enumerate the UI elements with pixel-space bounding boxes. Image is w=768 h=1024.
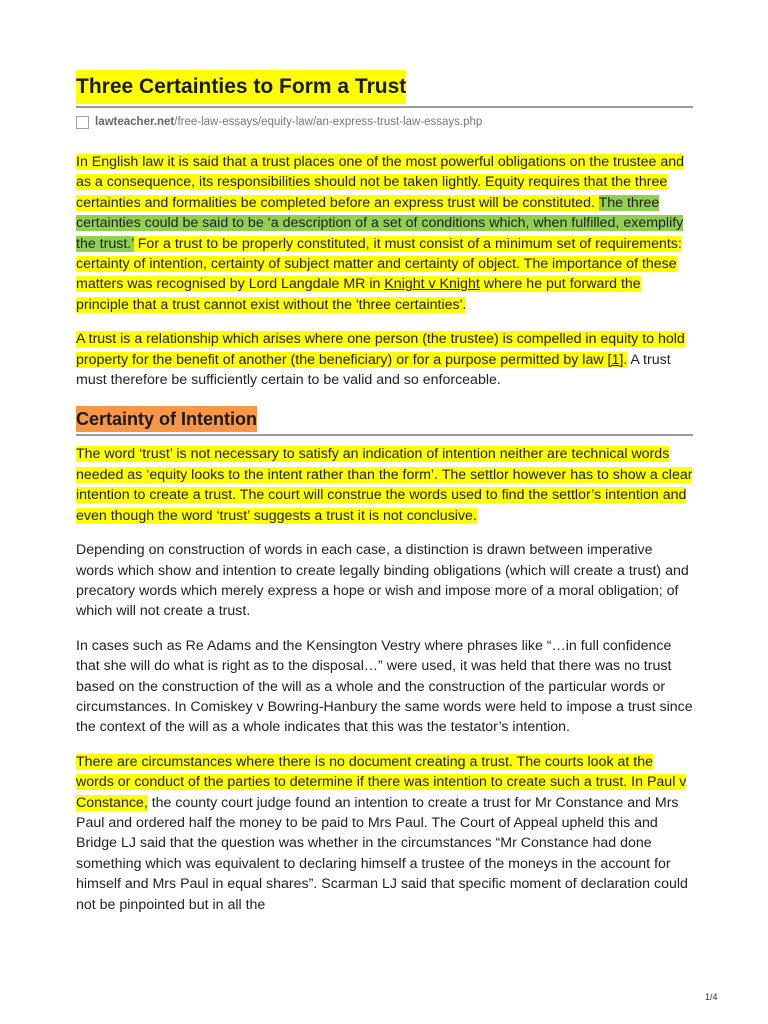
checkbox-icon <box>76 116 89 129</box>
paragraph-6: There are circumstances where there is no document creating a trust. The courts look at the words or conduct of the parties to determine if there was intention to create such a trust. In Paul v Constance, the county court judge found an intention to create a trust for Mr Constance and Mrs Paul and ordered half the money to be paid to Mrs Paul. The Court of Appeal upheld this and Bridge LJ said that the question was whether in the circumstances “Mr Constance had done something which was equivalent to declaring himself a trustee of the moneys in the account for himself and Mrs Paul in equal shares”. Scarman LJ said that specific moment of declaration could not be pinpointed but in all the <box>76 753 688 913</box>
source-url[interactable] <box>76 112 693 132</box>
source-domain[interactable]: lawteacher.net <box>95 116 175 128</box>
title-divider <box>76 106 693 108</box>
paragraph-3: The word ‘trust’ is not necessary to satisfy an indication of intention neither are technical words needed as ‘equity looks to the intent rather than the form’. The settlor however has to show a clear intention to create a trust. The court will construe the words used to find the settlor’s intention and even though the word ‘trust’ suggests a trust it is not conclusive. <box>76 446 693 524</box>
section-divider <box>76 434 693 436</box>
page-number: 1/4 <box>705 992 718 1002</box>
document-title: Three Certainties to Form a Trust <box>76 70 406 104</box>
section-heading-certainty-of-intention: Certainty of Intention <box>76 406 257 432</box>
paragraph-4: Depending on construction of words in each case, a distinction is drawn between imperative words which show and intention to create legally binding obligations (which will create a trust) and precatory words which merely express a hope or wish and impose more of a moral obligation; of which will not create a trust. <box>76 542 689 620</box>
paragraph-1: In English law it is said that a trust places one of the most powerful obligations on the trustee and as a consequence, its responsibilities should not be taken lightly. Equity requires that the three certainties and formalities be completed before an express trust will be constituted. The three certainties could be said to be ‘a description of a set of conditions which, when fulfilled, exemplify the trust.’ For a trust to be properly constituted, it must consist of a minimum set of requirements: certainty of intention, certainty of subject matter and certainty of object. The importance of these matters was recognised by Lord Langdale MR in Knight v Knight where he put forward the principle that a trust cannot exist without the 'three certainties'. <box>76 154 685 313</box>
paragraph-2: A trust is a relationship which arises where one person (the trustee) is compelled in equity to hold property for the benefit of another (the beneficiary) or for a purpose permitted by law [1]. A trust must therefore be sufficiently certain to be valid and so enforceable. <box>76 331 685 389</box>
paragraph-5: In cases such as Re Adams and the Kensington Vestry where phrases like “…in full confidence that she will do what is right as to the disposal…” were used, it was held that there was no trust based on the construction of the will as a whole and the construction of the particular words or circumstances. In Comiskey v Bowring-Hanbury the same words were held to impose a trust since the context of the will as a whole indicates that this was the testator’s intention. <box>76 637 693 736</box>
document-page <box>76 70 693 915</box>
source-path[interactable]: /free-law-essays/equity-law/an-express-trust-law-essays.php <box>174 116 483 128</box>
case-link-knight-v-knight[interactable]: Knight v Knight <box>384 276 480 293</box>
footnote-ref-1[interactable]: [1] <box>607 351 624 368</box>
